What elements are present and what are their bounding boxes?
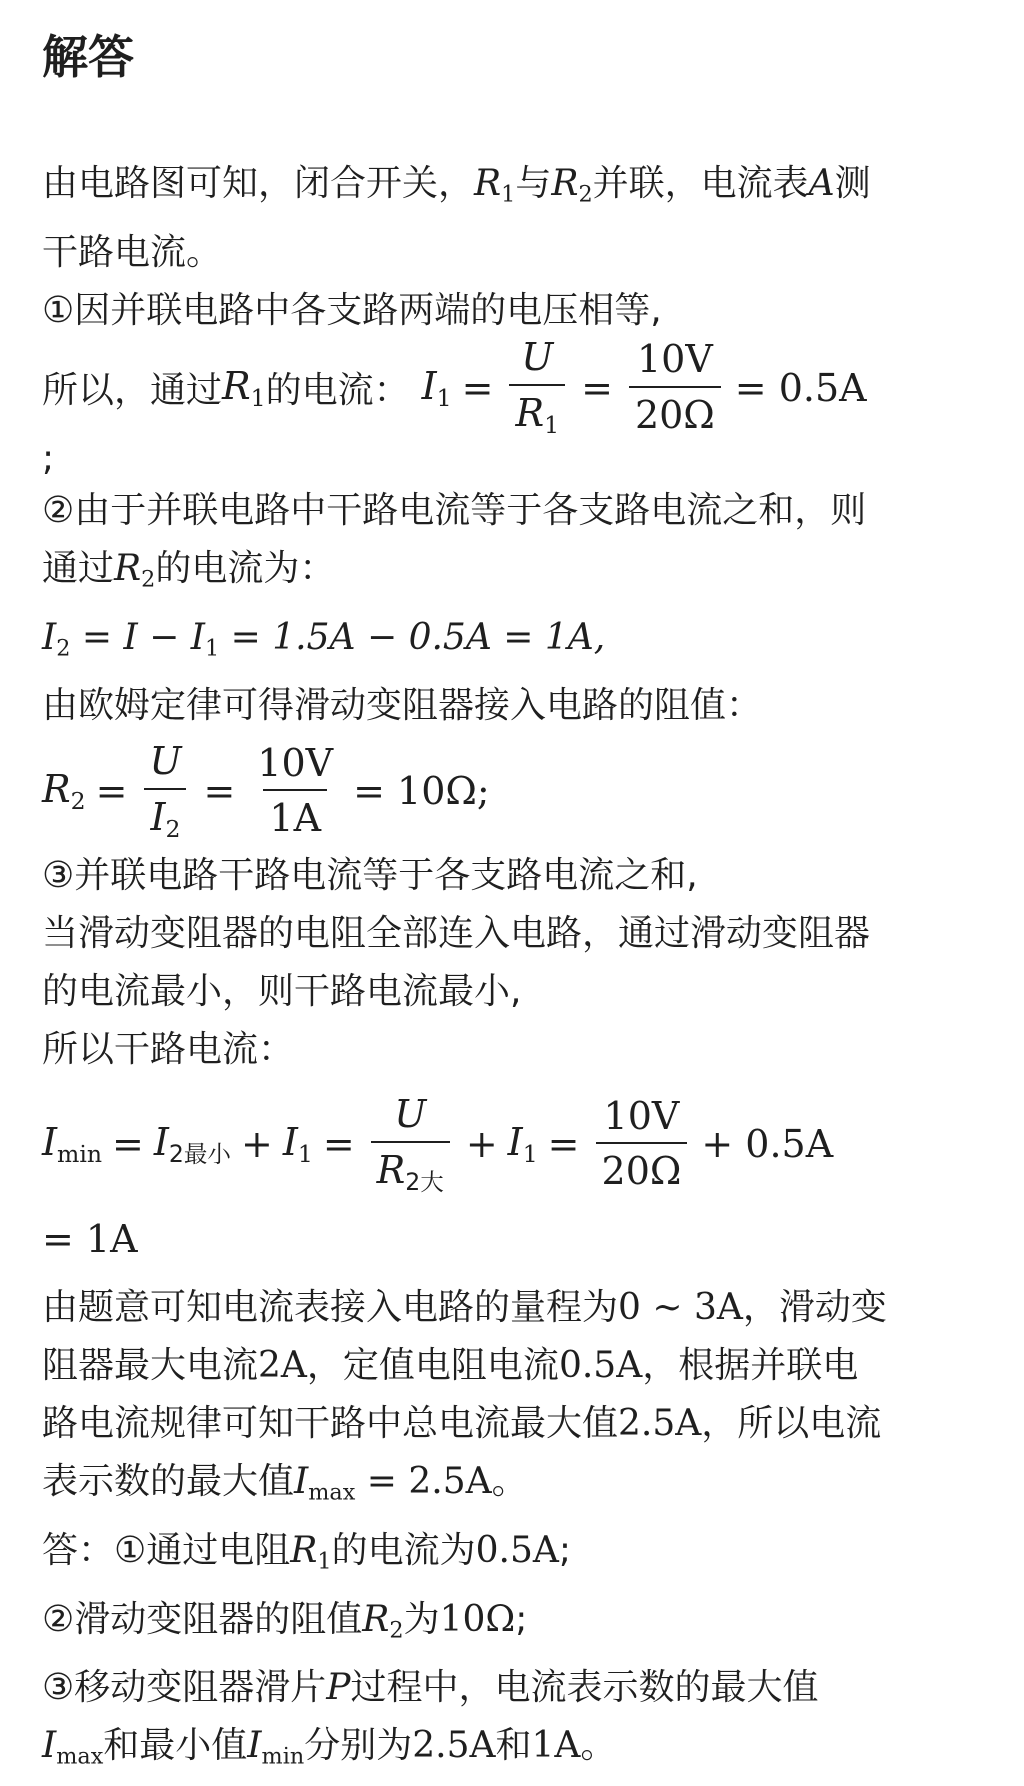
page-title: 解答	[42, 30, 134, 84]
paragraph-range: 由题意可知电流表接入电路的量程为0 ∼ 3A，滑动变	[42, 1287, 887, 1329]
equation-r2: $R_2$ = $\frac{U}{I_2}$ = $\frac{10V}{1A}$ = 10Ω;	[42, 738, 490, 843]
answer-line-3: ③移动变阻器滑片P过程中，电流表示数的最大值	[42, 1667, 819, 1709]
answer-line-2: ②滑动变阻器的阻值$R_2$为10Ω;	[42, 1598, 528, 1644]
step-3-heading: ③并联电路干路电流等于各支路电流之和,	[42, 855, 698, 897]
equation-imin: $I_{min}$ = $I_{2最小}$ + $I_1$ = $\frac{U}{R_{2大}}$ + $I_1$ = $\frac{10V}{20\Omega}$ + 0.5A	[42, 1091, 834, 1196]
step-1-heading: ①因并联电路中各支路两端的电压相等,	[42, 289, 662, 331]
answer-line-4: $I_{max}$和最小值$I_{min}$分别为2.5A和1A。	[42, 1725, 617, 1770]
equation-i2: $I_2 = I - I_1 = 1.5A - 0.5A = 1A$,	[42, 616, 606, 662]
solution-document: 解答 由电路图可知，闭合开关，$R_1$与$R_2$并联，电流表A测 干路电流。 ①因并联电路中各支路两端的电压相等, 所以，通过 $R_1$ 的电流： $I_1$ = $\frac{U}{R_1}$ = $\frac{10V}{20\Omega}$ = 0.5A ; ②由于并联电路中干路电流等于各支路电流之和，则 通过$R_2$的电流为： $I_2 = I - I_1 = 1.5A - 0.5A = 1A$, 由欧姆定律可得滑动变阻器接入电路的阻值： $R_2$ = $\frac{U}{I_2}$ = $\frac{10V}{1A}$ = 10Ω; ③并联电路干路电流等于各支路电流之和, 当滑动变阻器的电阻全部连入电路，通过滑动变阻器 的电流最小，则干路电流最小, 所以干路电流： $I_{min}$ = $I_{2最小}$ + $I_1$ = $\frac{U}{R_{2大}}$ + $I_1$ = $\frac{10V}{20\Omega}$ + 0.5A = 1A 由题意可知电流表接入电路的量程为0 ∼ 3A，滑动变 阻器最大电流2A，定值电阻电流0.5A，根据并联电 路电流规律可知干路中总电流最大值2.5A，所以电流 表示数的最大值$I_{max} = 2.5A$。 答：①通过电阻$R_1$的电流为0.5A; ②滑动变阻器的阻值$R_2$为10Ω; ③移动变阻器滑片P过程中，电流表示数的最大值 $I_{max}$和最小值$I_{min}$分别为2.5A和1A。	[0, 0, 1024, 1786]
step-2-heading: ②由于并联电路中干路电流等于各支路电流之和，则	[42, 489, 867, 531]
paragraph-circuit-analysis: 由电路图可知，闭合开关，$R_1$与$R_2$并联，电流表A测	[42, 163, 871, 208]
equation-i1: 所以，通过 $R_1$ 的电流： $I_1$ = $\frac{U}{R_1}$ = $\frac{10V}{20\Omega}$ = 0.5A	[42, 335, 867, 440]
answer-line-1: 答：①通过电阻$R_1$的电流为0.5A;	[42, 1529, 571, 1575]
